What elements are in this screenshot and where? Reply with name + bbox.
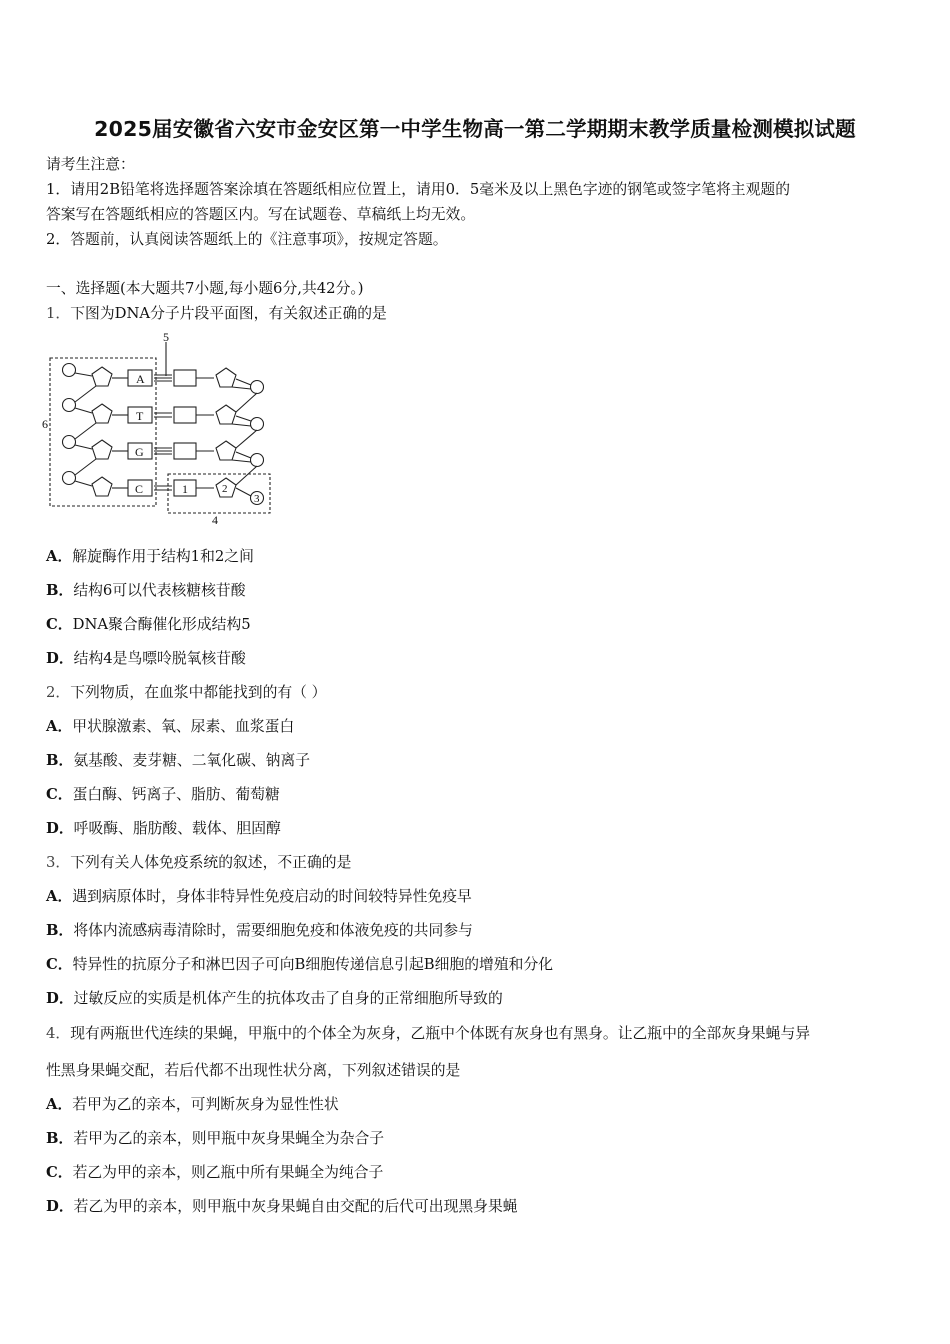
option-letter: B． bbox=[46, 582, 74, 599]
option-letter: A． bbox=[46, 1096, 73, 1113]
label-1: 1 bbox=[182, 482, 188, 496]
option-text: 将体内流感病毒清除时，需要细胞免疫和体液免疫的共同参与 bbox=[73, 922, 473, 939]
base-t-label: T bbox=[136, 409, 144, 423]
question-2-stem bbox=[46, 681, 326, 702]
option-text: 若甲为乙的亲本，则甲瓶中灰身果蝇全为杂合子 bbox=[73, 1130, 385, 1147]
option-letter: A． bbox=[46, 888, 73, 905]
option-letter: D． bbox=[46, 990, 74, 1007]
option-letter: B． bbox=[46, 1130, 74, 1147]
option-text: 若乙为甲的亲本，则甲瓶中灰身果蝇自由交配的后代可出现黑身果蝇 bbox=[73, 1198, 518, 1215]
question-1-stem bbox=[46, 302, 387, 323]
question-1-option-b bbox=[46, 579, 246, 600]
question-number: 3． bbox=[46, 854, 71, 871]
question-text: 下列有关人体免疫系统的叙述，不正确的是 bbox=[70, 854, 352, 871]
option-letter: C． bbox=[46, 616, 73, 633]
option-letter: C． bbox=[46, 1164, 73, 1181]
page-title: 2025届安徽省六安市金安区第一中学生物高一第二学期期末教学质量检测模拟试题 bbox=[94, 117, 856, 141]
question-3-stem bbox=[46, 851, 351, 872]
question-2-option-d bbox=[46, 817, 281, 838]
option-text: 甲状腺激素、氧、尿素、血浆蛋白 bbox=[72, 718, 295, 735]
option-letter: C． bbox=[46, 786, 73, 803]
option-text: 解旋酶作用于结构1和2之间 bbox=[72, 548, 254, 565]
question-2-option-a bbox=[46, 715, 294, 736]
option-text: 蛋白酶、钙离子、脂肪、葡萄糖 bbox=[72, 786, 280, 803]
base-a-label: A bbox=[136, 372, 145, 386]
option-text: 特异性的抗原分子和淋巴因子可向B细胞传递信息引起B细胞的增殖和分化 bbox=[72, 956, 554, 973]
label-5: 5 bbox=[163, 330, 169, 344]
option-text: 呼吸酶、脂肪酸、载体、胆固醇 bbox=[73, 820, 281, 837]
option-text: 若甲为乙的亲本，可判断灰身为显性性状 bbox=[72, 1096, 339, 1113]
label-3: 3 bbox=[254, 493, 260, 505]
dna-diagram bbox=[42, 330, 282, 526]
question-1-option-a bbox=[46, 545, 254, 566]
question-3-option-c bbox=[46, 953, 553, 974]
question-3-option-a bbox=[46, 885, 472, 906]
option-text: DNA聚合酶催化形成结构5 bbox=[72, 616, 251, 633]
question-1-option-c bbox=[46, 613, 251, 634]
question-2-option-b bbox=[46, 749, 310, 770]
option-letter: D． bbox=[46, 650, 74, 667]
question-4-option-b bbox=[46, 1127, 384, 1148]
question-text: 现有两瓶世代连续的果蝇，甲瓶中的个体全为灰身，乙瓶中个体既有灰身也有黑身。让乙瓶中的全部灰身果蝇与异 bbox=[70, 1025, 811, 1042]
question-number: 4． bbox=[46, 1025, 71, 1042]
option-text: 若乙为甲的亲本，则乙瓶中所有果蝇全为纯合子 bbox=[72, 1164, 384, 1181]
notice-item-2: 2．答题前，认真阅读答题纸上的《注意事项》，按规定答题。 bbox=[46, 231, 448, 248]
base-g-label: G bbox=[135, 445, 144, 459]
question-1-option-d bbox=[46, 647, 246, 668]
question-text: 下图为DNA分子片段平面图，有关叙述正确的是 bbox=[70, 305, 387, 322]
option-text: 结构4是鸟嘌呤脱氧核苷酸 bbox=[73, 650, 246, 667]
option-text: 氨基酸、麦芽糖、二氧化碳、钠离子 bbox=[73, 752, 311, 769]
question-3-option-b bbox=[46, 919, 473, 940]
question-3-option-d bbox=[46, 987, 503, 1008]
question-number: 1． bbox=[46, 305, 71, 322]
notice-item-1-line-2: 答案写在答题纸相应的答题区内。写在试题卷、草稿纸上均无效。 bbox=[46, 206, 476, 223]
question-4-stem-line-1 bbox=[46, 1022, 810, 1043]
option-letter: A． bbox=[46, 718, 73, 735]
question-4-option-c bbox=[46, 1161, 383, 1182]
label-2: 2 bbox=[222, 483, 228, 495]
option-letter: C． bbox=[46, 956, 73, 973]
section-heading: 一、选择题(本大题共7小题,每小题6分,共42分。) bbox=[46, 280, 364, 297]
option-letter: A． bbox=[46, 548, 73, 565]
question-2-option-c bbox=[46, 783, 280, 804]
option-letter: B． bbox=[46, 922, 74, 939]
option-letter: B． bbox=[46, 752, 74, 769]
question-number: 2． bbox=[46, 684, 71, 701]
label-4: 4 bbox=[212, 513, 218, 526]
notice-item-1-line-1: 1．请用2B铅笔将选择题答案涂填在答题纸相应位置上，请用0．5毫米及以上黑色字迹的钢笔或签字笔将主观题的 bbox=[46, 181, 790, 198]
question-4-option-a bbox=[46, 1093, 339, 1114]
option-text: 结构6可以代表核糖核苷酸 bbox=[73, 582, 246, 599]
option-letter: D． bbox=[46, 1198, 74, 1215]
label-6: 6 bbox=[42, 417, 48, 431]
option-text: 遇到病原体时，身体非特异性免疫启动的时间较特异性免疫早 bbox=[72, 888, 472, 905]
question-4-stem-line-2: 性黑身果蝇交配，若后代都不出现性状分离，下列叙述错误的是 bbox=[46, 1062, 461, 1079]
question-4-option-d bbox=[46, 1195, 518, 1216]
option-letter: D． bbox=[46, 820, 74, 837]
option-text: 过敏反应的实质是机体产生的抗体攻击了自身的正常细胞所导致的 bbox=[73, 990, 503, 1007]
notice-heading: 请考生注意： bbox=[46, 156, 135, 173]
question-text: 下列物质，在血浆中都能找到的有（ ） bbox=[70, 684, 327, 701]
base-c-label: C bbox=[135, 482, 144, 496]
